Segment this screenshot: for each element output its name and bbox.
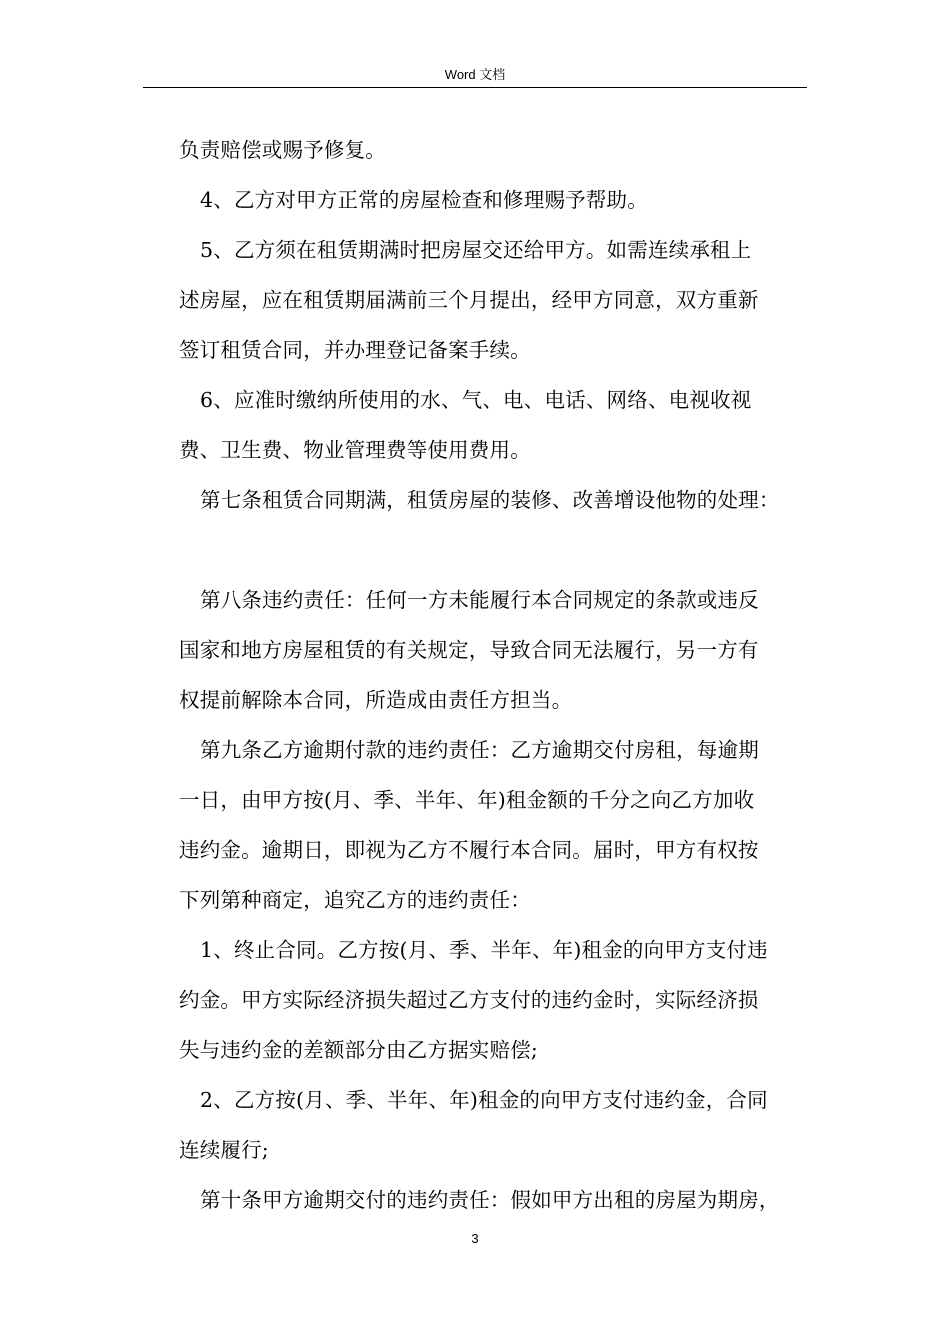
paragraph-line: 负责赔偿或赐予修复。 <box>179 138 386 162</box>
paragraph-line: 第七条租赁合同期满，租赁房屋的装修、改善增设他物的处理： <box>200 488 780 512</box>
paragraph-line: 签订租赁合同，并办理登记备案手续。 <box>179 338 531 362</box>
paragraph-line: 费、卫生费、物业管理费等使用费用。 <box>179 438 531 462</box>
blank-line <box>179 525 811 575</box>
paragraph-line: 违约金。逾期日，即视为乙方不履行本合同。届时，甲方有权按 <box>179 838 759 862</box>
paragraph-line: 1、终止合同。乙方按(月、季、半年、年)租金的向甲方支付违 <box>200 938 768 962</box>
paragraph-line: 失与违约金的差额部分由乙方据实赔偿; <box>179 1038 539 1062</box>
paragraph-line: 连续履行; <box>179 1138 269 1162</box>
paragraph-line: 6、应准时缴纳所使用的水、气、电、电话、网络、电视收视 <box>200 388 752 412</box>
paragraph-line: 述房屋，应在租赁期届满前三个月提出，经甲方同意，双方重新 <box>179 288 759 312</box>
page-header: Word 文档 <box>444 67 506 82</box>
paragraph-line: 权提前解除本合同，所造成由责任方担当。 <box>179 688 573 712</box>
paragraph-line: 第八条违约责任：任何一方未能履行本合同规定的条款或违反 <box>200 588 759 612</box>
document-body <box>179 125 811 1225</box>
paragraph-line: 4、乙方对甲方正常的房屋检查和修理赐予帮助。 <box>200 188 648 212</box>
paragraph-line: 第九条乙方逾期付款的违约责任：乙方逾期交付房租，每逾期 <box>200 738 759 762</box>
paragraph-line: 国家和地方房屋租赁的有关规定，导致合同无法履行，另一方有 <box>179 638 759 662</box>
paragraph-line: 5、乙方须在租赁期满时把房屋交还给甲方。如需连续承租上 <box>200 238 752 262</box>
paragraph-line: 下列第种商定，追究乙方的违约责任： <box>179 888 531 912</box>
paragraph-line: 2、乙方按(月、季、半年、年)租金的向甲方支付违约金，合同 <box>200 1088 768 1112</box>
paragraph-line: 约金。甲方实际经济损失超过乙方支付的违约金时，实际经济损 <box>179 988 759 1012</box>
paragraph-line: 一日，由甲方按(月、季、半年、年)租金额的千分之向乙方加收 <box>179 788 755 812</box>
page-number: 3 <box>471 1231 479 1246</box>
header-divider <box>143 87 807 88</box>
paragraph-line: 第十条甲方逾期交付的违约责任：假如甲方出租的房屋为期房， <box>200 1188 780 1212</box>
